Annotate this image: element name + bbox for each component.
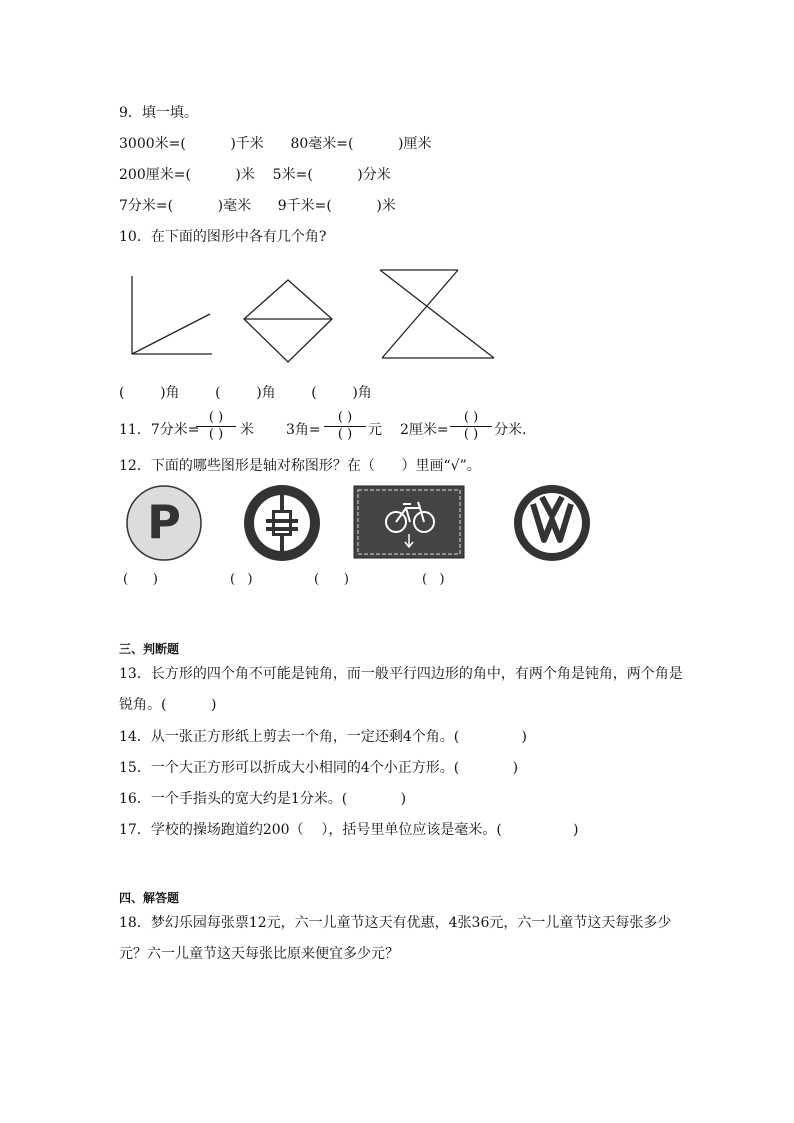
parking-letter: P bbox=[147, 495, 181, 549]
fraction-numerator: ( ) bbox=[463, 410, 479, 425]
q11-unit-2: 元 bbox=[368, 422, 382, 438]
bank-logo-icon bbox=[244, 485, 320, 561]
q11-prefix-3: 2厘米= bbox=[400, 422, 449, 438]
hourglass-figure bbox=[380, 270, 494, 358]
q9-row3: 7分米=( )毫米 9千米=( )米 bbox=[119, 198, 396, 214]
q11-fraction-1 bbox=[196, 410, 236, 443]
vw-logo-icon bbox=[514, 485, 590, 561]
q12-answer-3: ( ) bbox=[314, 572, 349, 587]
q13-line-2: 锐角。( ) bbox=[119, 697, 217, 713]
q16: 16．一个手指头的宽大约是1分米。( ) bbox=[119, 791, 407, 807]
q12-title: 12．下面的哪些图形是轴对称图形？在（ ）里画“√”。 bbox=[119, 458, 481, 474]
bicycle-lane-sign-icon bbox=[354, 486, 464, 558]
parking-sign-icon bbox=[127, 486, 201, 560]
q11-prefix-1: 11．7分米= bbox=[119, 422, 200, 438]
q12-answer-4: ( ) bbox=[422, 572, 445, 587]
q12-signs bbox=[120, 482, 600, 564]
q9-row1: 3000米=( )千米 80毫米=( )厘米 bbox=[119, 136, 432, 152]
fraction-denominator: ( ) bbox=[208, 427, 224, 442]
q10-answers: ( )角 ( )角 ( )角 bbox=[119, 385, 372, 401]
q12-answer-2: ( ) bbox=[230, 572, 253, 587]
section-3-heading: 三、判断题 bbox=[119, 642, 180, 656]
q17: 17．学校的操场跑道约200（ ），括号里单位应该是毫米。( ) bbox=[119, 822, 579, 838]
q11-unit-1: 米 bbox=[240, 422, 254, 438]
q18-line-2: 元？六一儿童节这天每张比原来便宜多少元？ bbox=[119, 946, 399, 962]
angle-figure bbox=[132, 276, 212, 354]
fraction-denominator: ( ) bbox=[337, 427, 353, 442]
q11-unit-3: 分米. bbox=[494, 422, 527, 438]
fraction-numerator: ( ) bbox=[337, 410, 353, 425]
q11-prefix-2: 3角= bbox=[286, 422, 321, 438]
q14: 14．从一张正方形纸上剪去一个角，一定还剩4个角。( ) bbox=[119, 729, 527, 745]
fraction-numerator: ( ) bbox=[208, 410, 224, 425]
q13-line-1: 13．长方形的四个角不可能是钝角，而一般平行四边形的角中，有两个角是钝角，两个角是 bbox=[119, 666, 683, 682]
q10-title: 10．在下面的图形中各有几个角? bbox=[119, 229, 327, 245]
q10-figures bbox=[118, 262, 518, 364]
q15: 15．一个大正方形可以折成大小相同的4个小正方形。( ) bbox=[119, 760, 519, 776]
q11-fraction-3 bbox=[450, 410, 492, 443]
q11-fraction-2 bbox=[324, 410, 366, 443]
section-4-heading: 四、解答题 bbox=[119, 891, 180, 905]
diamond-figure bbox=[244, 280, 332, 362]
fraction-denominator: ( ) bbox=[463, 427, 479, 442]
q9-title: 9．填一填。 bbox=[119, 105, 198, 121]
q18-line-1: 18．梦幻乐园每张票12元，六一儿童节这天有优惠，4张36元，六一儿童节这天每张多少 bbox=[119, 915, 672, 931]
q9-row2: 200厘米=( )米 5米=( )分米 bbox=[119, 167, 391, 183]
q12-answer-1: ( ) bbox=[123, 572, 158, 587]
